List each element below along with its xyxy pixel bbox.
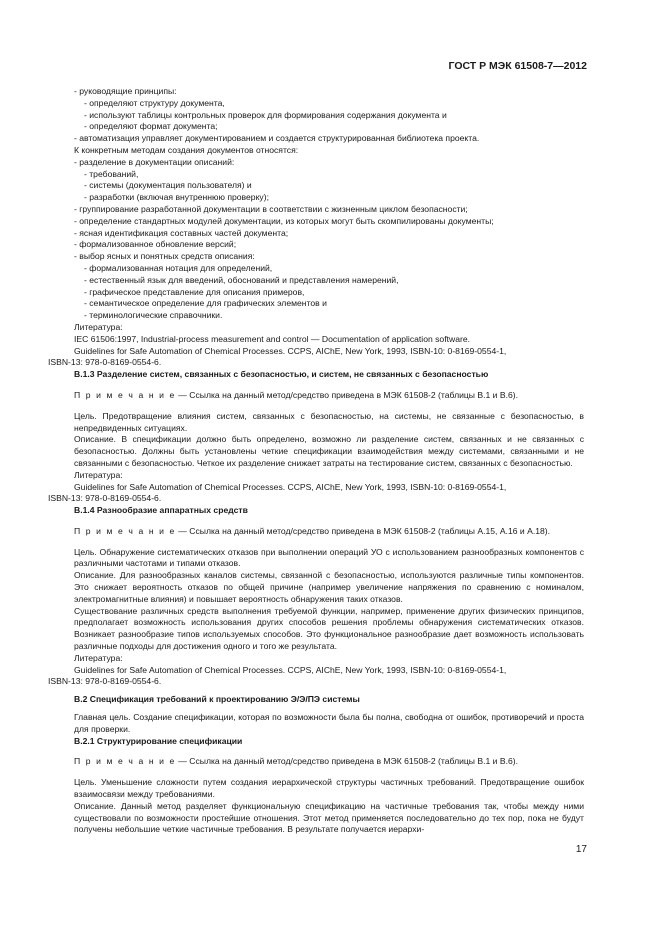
- paragraph: Описание. В спецификации должно быть определено, возможно ли разделение систем, связанных и не связанных с безопасностью. Должны быть установлены четкие спецификации взаимодействия между системами, связанными и не связанными с безопасностью. Четкое их разделение снижает затраты на тестирование систем, связанных с безопасностью.: [74, 434, 584, 468]
- reference-entry: ISBN-13: 978-0-8169-0554-6.: [48, 676, 162, 687]
- list-item: - группирование разработанной документации в соответствии с жизненным циклом безопасности;: [74, 203, 468, 214]
- note: [74, 526, 584, 538]
- list-item: - определяют формат документа;: [84, 121, 218, 132]
- list-item: - разделение в документации описаний:: [74, 156, 235, 167]
- list-item: - формализованная нотация для определений,: [84, 262, 273, 273]
- paragraph: Главная цель. Создание спецификации, которая по возможности была бы полна, свободна от ошибок, противоречий и проста для проверки.: [74, 712, 584, 734]
- list-item: - используют таблицы контрольных проверок для формирования содержания документа и: [84, 109, 447, 120]
- section-heading: B.1.4 Разнообразие аппаратных средств: [74, 505, 248, 516]
- list-item: - формализованное обновление версий;: [74, 239, 237, 250]
- list-item: - определяют структуру документа,: [84, 97, 225, 108]
- note-text: — Ссылка на данный метод/средство приведена в МЭК 61508-2 (таблицы А.15, А.16 и А.18).: [175, 525, 551, 536]
- reference-entry: Guidelines for Safe Automation of Chemical Processes. CCPS, AIChE, New York, 1993, ISBN-10: 0-8169-0554-1,: [74, 345, 507, 356]
- references-label: Литература:: [74, 321, 123, 332]
- section-heading: B.2.1 Структурирование спецификации: [74, 735, 243, 746]
- reference-entry: Guidelines for Safe Automation of Chemical Processes. CCPS, AIChE, New York, 1993, ISBN-10: 0-8169-0554-1,: [74, 664, 507, 675]
- reference-entry: Guidelines for Safe Automation of Chemical Processes. CCPS, AIChE, New York, 1993, ISBN-10: 0-8169-0554-1,: [74, 481, 507, 492]
- list-item: - выбор ясных и понятных средств описания:: [74, 251, 255, 262]
- reference-entry: IEC 61506:1997, Industrial-process measurement and control — Documentation of application software.: [74, 333, 471, 344]
- list-item: - системы (документация пользователя) и: [84, 180, 252, 191]
- standard-header: ГОСТ Р МЭК 61508-7—2012: [448, 60, 587, 72]
- section-heading: B.1.3 Разделение систем, связанных с безопасностью, и систем, не связанных с безопасностью: [74, 369, 489, 380]
- list-item: - естественный язык для введений, обоснований и представления намерений,: [84, 274, 399, 285]
- paragraph: К конкретным методам создания документов относятся:: [74, 144, 299, 155]
- note-lead: П р и м е ч а н и е: [74, 525, 176, 536]
- note: [74, 756, 584, 768]
- paragraph: Цель. Уменьшение сложности путем создания иерархической структуры частичных требований. Предотвращение ошибок взаимосвязи между требованиями.: [74, 777, 584, 800]
- list-item: - семантическое определение для графических элементов и: [84, 298, 327, 309]
- note-lead: П р и м е ч а н и е: [74, 389, 176, 400]
- list-item: - требований,: [84, 168, 139, 179]
- note-text: — Ссылка на данный метод/средство приведена в МЭК 61508-2 (таблицы В.1 и В.6).: [175, 389, 518, 400]
- references-label: Литература:: [74, 652, 123, 663]
- paragraph: Цель. Обнаружение систематических отказов при выполнении операций УО с использованием разнообразных компонентов с различными частотами и типами отказов.: [74, 546, 584, 569]
- note: [74, 390, 584, 402]
- references-label: Литература:: [74, 469, 123, 480]
- paragraph: Описание. Для разнообразных каналов системы, связанной с безопасностью, используются различные типы компонентов. Это снижает вероятность отказов по общей причине (например увеличение напряжения по сравнению с номиналом, электромагнитные влияния) и повышает вероятность обнаружения таких отказов.: [74, 570, 584, 604]
- reference-entry: ISBN-13: 978-0-8169-0554-6.: [48, 357, 162, 368]
- page-body: [48, 86, 584, 836]
- page-number: 17: [575, 844, 587, 855]
- list-item: - разработки (включая внутреннюю проверку);: [84, 192, 269, 203]
- list-item: - ясная идентификация составных частей документа;: [74, 227, 289, 238]
- list-item: - автоматизация управляет документированием и создается структурированная библиотека проекта.: [74, 133, 480, 144]
- paragraph: Существование различных средств выполнения требуемой функции, например, применение других физических принципов, предполагает возможность использования других способов решения проблемы обнаружения систематических отказов. Возникает разнообразие типов используемых способов. Это функциональное разнообразие дает возможность использовать различные подходы для достижения одного и того же результата.: [74, 605, 584, 652]
- note-text: — Ссылка на данный метод/средство приведена в МЭК 61508-2 (таблицы В.1 и В.6).: [175, 756, 518, 767]
- reference-entry: ISBN-13: 978-0-8169-0554-6.: [48, 493, 162, 504]
- list-item: - руководящие принципы:: [74, 86, 177, 96]
- list-item: - определение стандартных модулей документации, из которых могут быть скомпилированы документы;: [74, 215, 494, 226]
- list-item: - графическое представление для описания примеров,: [84, 286, 305, 297]
- list-item: - терминологические справочники.: [84, 310, 223, 321]
- paragraph: Описание. Данный метод разделяет функциональную спецификацию на частичные требования так, чтобы между ними существовали по возможности простейшие отношения. Этот метод применяется последовательно до тех пор, пока не будут получены небольшие четкие частичные требования. В результате получается иерархи-: [74, 800, 584, 835]
- paragraph: Цель. Предотвращение влияния систем, связанных с безопасностью, на системы, не связанные с безопасностью, в непредвиденных ситуациях.: [74, 410, 584, 433]
- note-lead: П р и м е ч а н и е: [74, 756, 176, 767]
- section-heading: B.2 Спецификация требований к проектированию Э/Э/ПЭ системы: [74, 694, 360, 705]
